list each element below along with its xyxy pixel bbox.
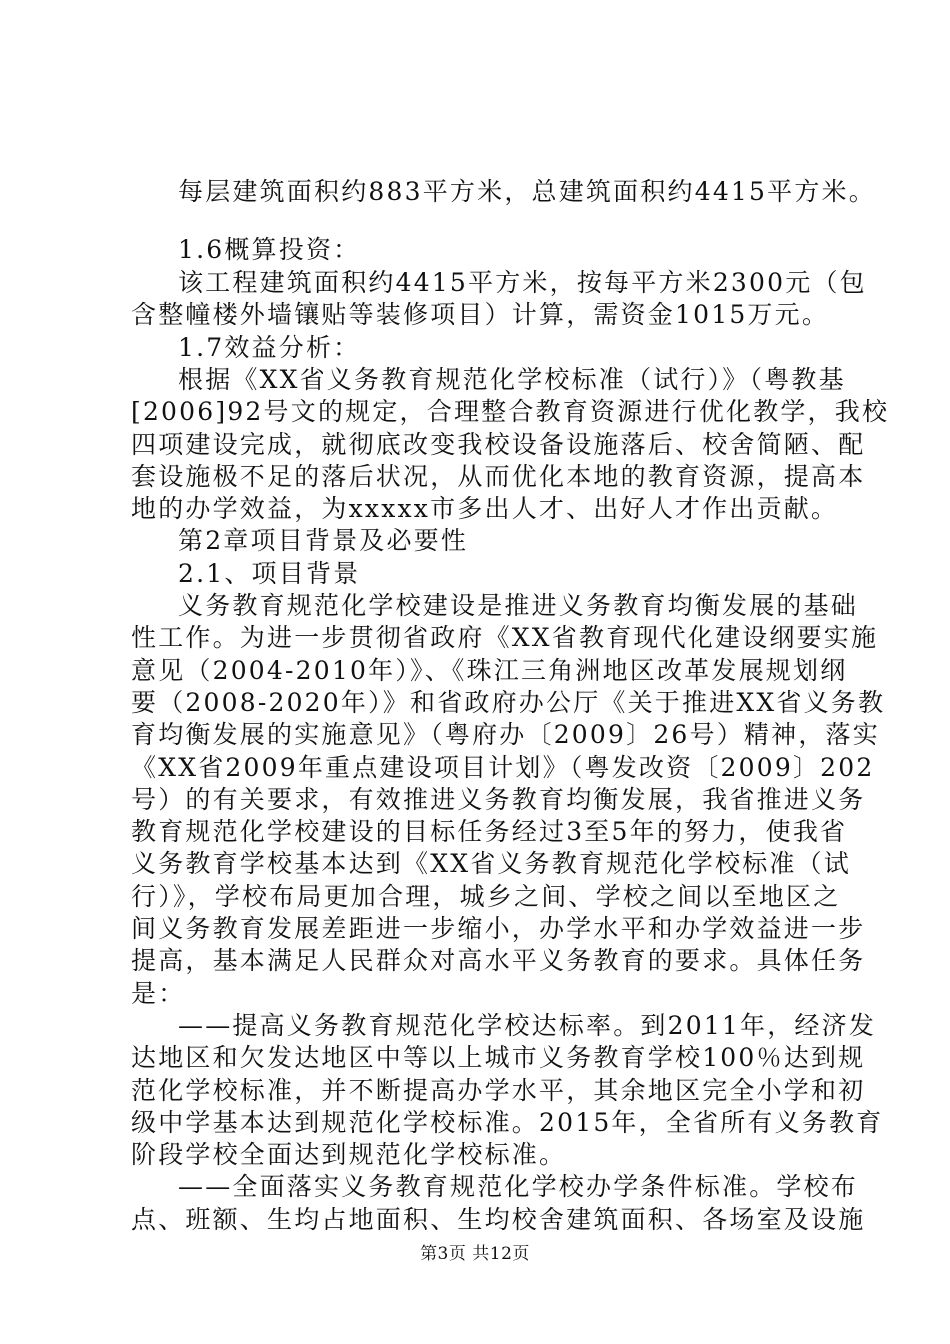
- text-line: 级中学基本达到规范化学校标准。2015年，全省所有义务教育: [131, 1108, 884, 1137]
- text-line: 要（2008-2020年）》和省政府办公厅《关于推进XX省义务教: [131, 688, 886, 717]
- text-line: 含整幢楼外墙镶贴等装修项目）计算，需资金1015万元。: [131, 300, 830, 329]
- list-item: ——全面落实义务教育规范化学校办学条件标准。学校布: [178, 1172, 859, 1201]
- text-line: 教育规范化学校建设的目标任务经过3至5年的努力，使我省: [131, 817, 848, 846]
- text-line: 号）的有关要求，有效推进义务教育均衡发展，我省推进义务: [131, 785, 866, 814]
- text-line: 性工作。为进一步贯彻省政府《XX省教育现代化建设纲要实施: [131, 623, 879, 652]
- text-line: 阶段学校全面达到规范化学校标准。: [131, 1140, 567, 1169]
- section-heading: 1.6概算投资：: [178, 235, 361, 264]
- chapter-heading: 第2章项目背景及必要性: [178, 526, 469, 555]
- list-item: ——提高义务教育规范化学校达标率。到2011年，经济发: [178, 1011, 877, 1040]
- text-line: 提高，基本满足人民群众对高水平义务教育的要求。具体任务: [131, 946, 866, 975]
- text-line: 义务教育规范化学校建设是推进义务教育均衡发展的基础: [178, 591, 859, 620]
- page-number-footer: 第3页 共12页: [420, 1244, 530, 1264]
- text-line: 每层建筑面积约883平方米，总建筑面积约4415平方米。: [178, 177, 876, 206]
- text-line: 达地区和欠发达地区中等以上城市义务教育学校100％达到规: [131, 1043, 866, 1072]
- text-line: [2006]92号文的规定，合理整合教育资源进行优化教学，我校: [131, 397, 890, 426]
- section-heading: 2.1、项目背景: [178, 559, 361, 588]
- text-line: 该工程建筑面积约4415平方米，按每平方米2300元（包: [178, 268, 867, 297]
- text-line: 意见（2004-2010年）》、《珠江三角洲地区改革发展规划纲: [131, 656, 848, 685]
- text-line: 点、班额、生均占地面积、生均校舍建筑面积、各场室及设施: [131, 1205, 866, 1234]
- text-line: 间义务教育发展差距进一步缩小，办学水平和办学效益进一步: [131, 914, 866, 943]
- text-line: 《XX省2009年重点建设项目计划》（粤发改资〔2009〕202: [131, 753, 875, 782]
- text-line: 义务教育学校基本达到《XX省义务教育规范化学校标准（试: [131, 849, 851, 878]
- text-line: 地的办学效益，为xxxxx市多出人才、出好人才作出贡献。: [131, 494, 839, 523]
- text-line: 育均衡发展的实施意见》（粤府办〔2009〕26号）精神，落实: [131, 720, 880, 749]
- text-line: 套设施极不足的落后状况，从而优化本地的教育资源，提高本: [131, 462, 866, 491]
- text-line: 四项建设完成，就彻底改变我校设备设施落后、校舍简陋、配: [131, 430, 866, 459]
- section-heading: 1.7效益分析：: [178, 333, 361, 362]
- text-line: 根据《XX省义务教育规范化学校标准（试行）》（粤教基: [178, 365, 846, 394]
- text-line: 范化学校标准，并不断提高办学水平，其余地区完全小学和初: [131, 1076, 866, 1105]
- text-line: 行）》，学校布局更加合理，城乡之间、学校之间以至地区之: [131, 882, 841, 911]
- text-line: 是：: [131, 979, 186, 1008]
